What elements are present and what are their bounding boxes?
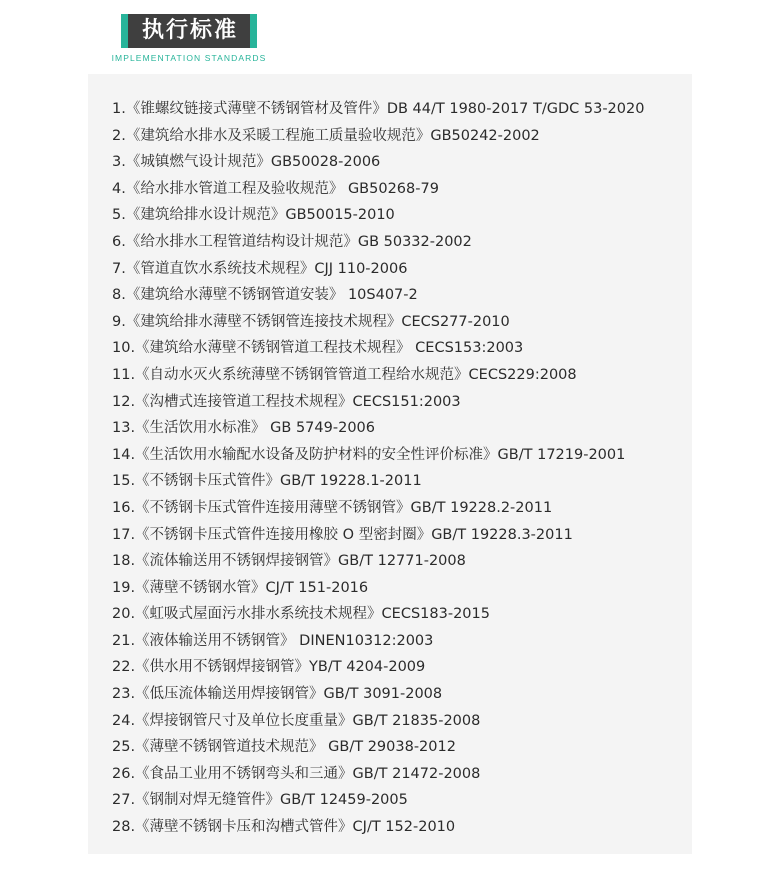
badge-title: 执行标准 xyxy=(128,14,250,48)
section-header xyxy=(104,14,274,63)
list-item: 16.《不锈钢卡压式管件连接用薄壁不锈钢管》GB/T 19228.2-2011 xyxy=(112,499,553,516)
standards-list xyxy=(112,96,680,841)
standards-card xyxy=(88,74,692,854)
list-item: 23.《低压流体输送用焊接钢管》GB/T 3091-2008 xyxy=(112,686,443,703)
list-item: 7.《管道直饮水系统技术规程》CJJ 110-2006 xyxy=(112,260,408,277)
list-item: 2.《建筑给水排水及采暖工程施工质量验收规范》GB50242-2002 xyxy=(112,127,540,144)
list-item: 5.《建筑给排水设计规范》GB50015-2010 xyxy=(112,207,395,224)
list-item: 4.《给水排水管道工程及验收规范》 GB50268-79 xyxy=(112,180,439,197)
badge-subtitle: IMPLEMENTATION STANDARDS xyxy=(111,53,267,63)
list-item: 25.《薄壁不锈钢管道技术规范》 GB/T 29038-2012 xyxy=(112,739,456,756)
list-item: 18.《流体输送用不锈钢焊接钢管》GB/T 12771-2008 xyxy=(112,553,466,570)
list-item: 8.《建筑给水薄壁不锈钢管道安装》 10S407-2 xyxy=(112,287,418,304)
badge-left-bar xyxy=(121,14,128,48)
list-item: 27.《钢制对焊无缝管件》GB/T 12459-2005 xyxy=(112,792,408,809)
list-item: 15.《不锈钢卡压式管件》GB/T 19228.1-2011 xyxy=(112,473,422,490)
list-item: 22.《供水用不锈钢焊接钢管》YB/T 4204-2009 xyxy=(112,659,426,676)
list-item: 24.《焊接钢管尺寸及单位长度重量》GB/T 21835-2008 xyxy=(112,712,481,729)
list-item: 17.《不锈钢卡压式管件连接用橡胶 O 型密封圈》GB/T 19228.3-2011 xyxy=(112,526,573,543)
list-item: 11.《自动水灭火系统薄壁不锈钢管管道工程给水规范》CECS229:2008 xyxy=(112,366,577,383)
list-item: 6.《给水排水工程管道结构设计规范》GB 50332-2002 xyxy=(112,233,472,250)
list-item: 12.《沟槽式连接管道工程技术规程》CECS151:2003 xyxy=(112,393,461,410)
list-item: 20.《虹吸式屋面污水排水系统技术规程》CECS183-2015 xyxy=(112,606,490,623)
list-item: 3.《城镇燃气设计规范》GB50028-2006 xyxy=(112,154,381,171)
list-item: 10.《建筑给水薄壁不锈钢管道工程技术规程》 CECS153:2003 xyxy=(112,340,524,357)
badge-right-bar xyxy=(250,14,257,48)
header-badge xyxy=(104,14,274,48)
list-item: 9.《建筑给排水薄壁不锈钢管连接技术规程》CECS277-2010 xyxy=(112,313,510,330)
list-item: 26.《食品工业用不锈钢弯头和三通》GB/T 21472-2008 xyxy=(112,765,481,782)
list-item: 14.《生活饮用水输配水设备及防护材料的安全性评价标准》GB/T 17219-2001 xyxy=(112,446,626,463)
list-item: 13.《生活饮用水标准》 GB 5749-2006 xyxy=(112,420,375,437)
list-item: 1.《锥螺纹链接式薄壁不锈钢管材及管件》DB 44/T 1980-2017 T/GDC 53-2020 xyxy=(112,101,645,117)
list-item: 19.《薄壁不锈钢水管》CJ/T 151-2016 xyxy=(112,579,369,596)
list-item: 21.《液体输送用不锈钢管》 DINEN10312:2003 xyxy=(112,632,434,649)
list-item: 28.《薄壁不锈钢卡压和沟槽式管件》CJ/T 152-2010 xyxy=(112,819,456,836)
